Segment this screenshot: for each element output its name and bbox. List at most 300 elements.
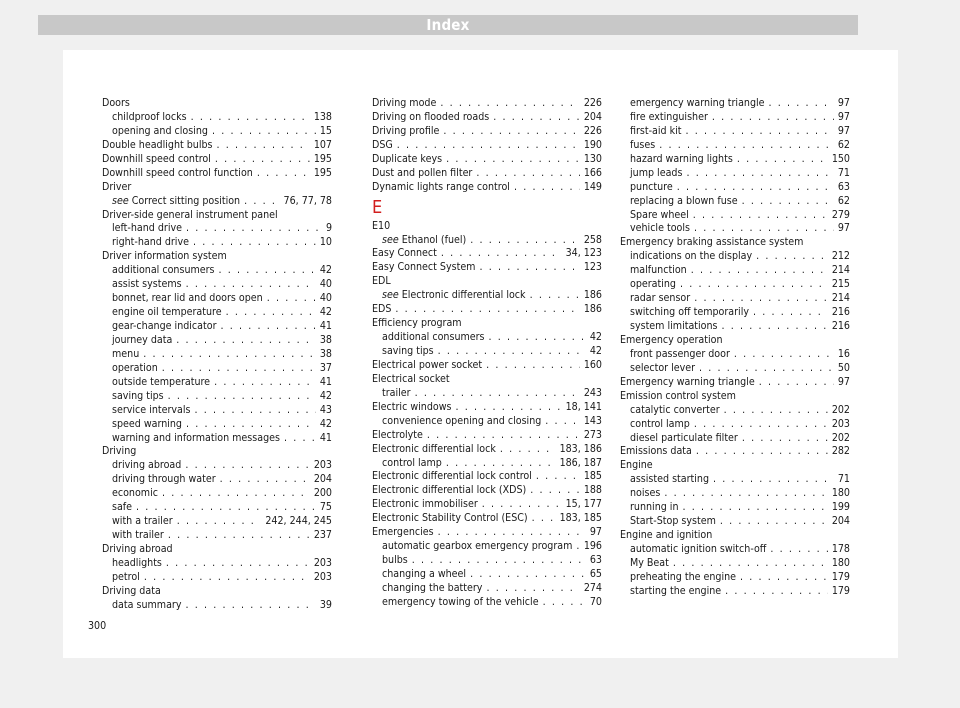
dot-leader: [395, 303, 579, 317]
entry-text: Driver information system: [102, 250, 227, 263]
dot-leader: [412, 554, 586, 568]
entry-label: [630, 292, 690, 306]
entry-text: switching off temporarily: [630, 306, 749, 319]
dot-leader: [543, 596, 586, 610]
dot-leader: [486, 582, 579, 596]
dot-leader: [284, 432, 316, 446]
dot-leader: [446, 153, 580, 167]
index-subentry: [620, 557, 850, 571]
entry-text: Start-Stop system: [630, 515, 716, 528]
page-reference: 185: [583, 470, 602, 483]
entry-label: [102, 585, 161, 599]
entry-label: [102, 445, 136, 459]
page-reference: 149: [583, 180, 602, 193]
entry-text: catalytic converter: [630, 403, 720, 416]
entry-label: [630, 487, 660, 501]
index-entry: [372, 429, 602, 443]
index-subentry: [620, 585, 850, 599]
entry-text: assisted starting: [630, 473, 709, 486]
dot-leader: [576, 540, 579, 554]
entry-text: Emergency operation: [620, 333, 723, 346]
entry-label: [630, 320, 718, 334]
entry-label: [630, 473, 709, 487]
page-reference: 63: [837, 180, 850, 193]
entry-text: convenience opening and closing: [382, 414, 542, 427]
entry-label: [382, 568, 466, 582]
index-subentry: [620, 111, 850, 125]
entry-text: Driving abroad: [102, 543, 173, 555]
dot-leader: [677, 181, 834, 195]
index-subentry: [372, 554, 602, 568]
entry-label: [112, 376, 210, 390]
entry-label: [372, 373, 450, 387]
entry-text: Driving data: [102, 584, 161, 597]
entry-label: [372, 97, 436, 111]
dot-leader: [446, 457, 556, 471]
page-reference: 204: [831, 515, 850, 528]
entry-label: [630, 278, 676, 292]
entry-label: [372, 139, 393, 153]
dot-leader: [532, 512, 556, 526]
entry-text: Easy Connect: [372, 247, 437, 260]
index-column-2: [372, 97, 602, 610]
index-subentry: [620, 250, 850, 264]
entry-label: [372, 470, 532, 484]
entry-text: system limitations: [630, 320, 718, 332]
entry-text: replacing a blown fuse: [630, 194, 738, 207]
entry-text: Ethanol (fuel): [398, 233, 467, 246]
index-entry: [372, 125, 602, 139]
index-entry: [102, 97, 332, 111]
index-subentry: [620, 167, 850, 181]
entry-text: Dynamic lights range control: [372, 180, 510, 193]
dot-leader: [742, 195, 834, 209]
dot-leader: [493, 111, 580, 125]
page-reference: 62: [837, 138, 850, 151]
page-reference: 203: [313, 570, 332, 583]
page-reference: 214: [831, 264, 850, 277]
entry-label: [382, 554, 408, 568]
entry-text: driving abroad: [112, 459, 182, 472]
entry-label: [382, 289, 526, 303]
entry-label: [112, 515, 173, 529]
page-reference: 243: [583, 386, 602, 399]
entry-label: [112, 418, 182, 432]
page-reference: 242, 244, 245: [265, 515, 332, 528]
dot-leader: [214, 376, 316, 390]
entry-label: [630, 250, 752, 264]
page-reference: 38: [319, 347, 332, 360]
entry-text: saving tips: [382, 345, 434, 357]
entry-text: fire extinguisher: [630, 110, 708, 123]
dot-leader: [476, 167, 579, 181]
page-reference: 282: [831, 445, 850, 458]
dot-leader: [694, 222, 834, 236]
entry-label: [630, 97, 765, 111]
entry-text: Engine: [620, 459, 653, 472]
page-reference: 15: [319, 124, 332, 137]
entry-label: [382, 387, 411, 401]
entry-label: [112, 432, 280, 446]
entry-text: automatic gearbox emergency program: [382, 540, 573, 553]
entry-text: childproof locks: [112, 110, 187, 123]
entry-text: engine oil temperature: [112, 306, 222, 319]
entry-label: [382, 415, 541, 429]
entry-label: [630, 362, 695, 376]
page-reference: 215: [831, 278, 850, 291]
dot-leader: [686, 167, 833, 181]
index-subentry: [102, 418, 332, 432]
dot-leader: [680, 278, 828, 292]
page-reference: 42: [319, 264, 332, 277]
dot-leader: [415, 387, 580, 401]
entry-text: Engine and ignition: [620, 529, 713, 542]
entry-label: [630, 306, 749, 320]
see-reference: see: [112, 194, 129, 207]
entry-text: bulbs: [382, 554, 408, 567]
page-reference: 203: [831, 417, 850, 430]
dot-leader: [438, 345, 586, 359]
entry-label: [630, 543, 766, 557]
index-subentry: [372, 582, 602, 596]
index-subentry: [372, 331, 602, 345]
index-subentry: [620, 125, 850, 139]
entry-label: [630, 264, 687, 278]
page-reference: 97: [837, 97, 850, 109]
dot-leader: [176, 334, 316, 348]
entry-label: [112, 264, 215, 278]
index-subentry: [102, 557, 332, 571]
dot-leader: [212, 125, 316, 139]
index-entry: [372, 111, 602, 125]
dot-leader: [443, 125, 579, 139]
entry-text: jump leads: [630, 166, 683, 179]
dot-leader: [759, 376, 834, 390]
entry-label: [112, 111, 187, 125]
page-reference: 97: [837, 375, 850, 388]
entry-text: emergency warning triangle: [630, 97, 765, 109]
entry-label: [372, 261, 475, 275]
page-reference: 214: [831, 292, 850, 305]
index-entry: [620, 236, 850, 250]
index-entry: [102, 585, 332, 599]
dot-leader: [193, 236, 316, 250]
dot-leader: [756, 250, 828, 264]
index-subentry: [102, 459, 332, 473]
entry-label: [630, 348, 730, 362]
page-reference: 183, 185: [559, 512, 602, 525]
page-reference: 50: [837, 361, 850, 374]
entry-text: with trailer: [112, 529, 164, 542]
entry-text: Driving mode: [372, 97, 437, 109]
page-reference: 16: [837, 347, 850, 360]
dot-leader: [769, 97, 834, 111]
page-reference: 274: [583, 581, 602, 594]
dot-leader: [440, 97, 579, 111]
entry-text: selector lever: [630, 361, 696, 374]
entry-text: Efficiency program: [372, 317, 462, 330]
entry-label: [102, 181, 131, 195]
index-subentry: [102, 278, 332, 292]
page-reference: 204: [313, 473, 332, 486]
entry-text: saving tips: [112, 389, 164, 402]
page-reference: 179: [831, 570, 850, 583]
dot-leader: [177, 515, 262, 529]
entry-text: warning and information messages: [112, 431, 280, 444]
entry-text: automatic ignition switch-off: [630, 543, 767, 555]
entry-label: [102, 139, 213, 153]
dot-leader: [724, 404, 828, 418]
dot-leader: [691, 264, 828, 278]
index-subentry: [620, 404, 850, 418]
entry-label: [620, 236, 803, 250]
entry-text: indications on the display: [630, 250, 753, 263]
dot-leader: [673, 557, 828, 571]
entry-label: [630, 404, 720, 418]
entry-label: [112, 292, 263, 306]
entry-text: Electrolyte: [372, 428, 423, 441]
index-subentry: [620, 348, 850, 362]
entry-label: [630, 432, 738, 446]
page-reference: 42: [589, 331, 602, 344]
entry-label: [372, 303, 391, 317]
page-reference: 212: [831, 250, 850, 263]
dot-leader: [699, 362, 834, 376]
page-reference: 183, 186: [559, 442, 602, 455]
entry-text: assist systems: [112, 278, 182, 291]
index-subentry: [102, 111, 332, 125]
page-reference: 130: [583, 152, 602, 165]
page-reference: 41: [319, 431, 332, 444]
dot-leader: [722, 320, 828, 334]
entry-label: [112, 599, 181, 613]
index-entry: [620, 376, 850, 390]
entry-text: speed warning: [112, 417, 182, 430]
index-entry: [372, 373, 602, 387]
entry-label: [102, 153, 211, 167]
index-subentry: [620, 97, 850, 111]
entry-label: [372, 181, 510, 195]
index-subentry: [620, 501, 850, 515]
page-reference: 41: [319, 320, 332, 332]
page-reference: 195: [313, 152, 332, 165]
entry-label: [372, 111, 489, 125]
entry-label: [112, 125, 208, 139]
index-subentry: [102, 390, 332, 404]
dot-leader: [427, 429, 580, 443]
index-entry: [620, 459, 850, 473]
entry-text: noises: [630, 487, 661, 500]
entry-label: [372, 317, 462, 331]
entry-text: Emergency warning triangle: [620, 375, 755, 388]
index-subentry: [620, 209, 850, 223]
dot-leader: [712, 111, 834, 125]
page-reference: 195: [313, 166, 332, 179]
entry-text: trailer: [382, 386, 411, 399]
entry-label: [382, 457, 442, 471]
dot-leader: [536, 470, 580, 484]
dot-leader: [186, 278, 316, 292]
dot-leader: [186, 418, 316, 432]
index-subentry: [102, 222, 332, 236]
entry-text: Driving on flooded roads: [372, 110, 490, 123]
dot-leader: [734, 348, 834, 362]
page-reference: 178: [831, 543, 850, 555]
index-subentry: [102, 515, 332, 529]
entry-text: Driver: [102, 180, 132, 193]
index-subentry: [372, 387, 602, 401]
page-reference: 42: [319, 306, 332, 319]
page-reference: 97: [837, 124, 850, 137]
dot-leader: [694, 418, 828, 432]
entry-text: Electrical power socket: [372, 358, 483, 371]
index-subentry: [102, 292, 332, 306]
entry-label: [630, 222, 690, 236]
entry-text: Electric windows: [372, 400, 452, 413]
entry-label: [372, 429, 423, 443]
index-entry: [102, 167, 332, 181]
entry-text: control lamp: [382, 456, 442, 469]
index-subentry: [102, 334, 332, 348]
index-subentry: [372, 415, 602, 429]
entry-label: [630, 209, 689, 223]
index-entry: [102, 181, 332, 195]
dot-leader: [770, 543, 827, 557]
entry-text: journey data: [112, 333, 173, 346]
entry-text: operation: [112, 361, 158, 374]
dot-leader: [220, 473, 310, 487]
dot-leader: [693, 209, 828, 223]
entry-text: Easy Connect System: [372, 261, 476, 274]
dot-leader: [441, 247, 562, 261]
page-reference: 226: [583, 124, 602, 137]
entry-text: driving through water: [112, 473, 216, 486]
entry-label: [630, 557, 669, 571]
entry-text: Emergency braking assistance system: [620, 236, 804, 249]
page-reference: 43: [319, 403, 332, 416]
entry-label: [620, 376, 755, 390]
page-reference: 39: [319, 598, 332, 611]
entry-label: [112, 222, 182, 236]
entry-label: [382, 234, 466, 248]
dot-leader: [694, 292, 828, 306]
index-subentry: [102, 376, 332, 390]
page-reference: 200: [313, 487, 332, 500]
dot-leader: [489, 331, 586, 345]
entry-label: [112, 501, 132, 515]
entry-text: changing a wheel: [382, 568, 467, 580]
entry-text: front passenger door: [630, 347, 730, 360]
page-reference: 180: [831, 487, 850, 500]
index-subentry: [620, 473, 850, 487]
dot-leader: [713, 473, 834, 487]
entry-text: additional consumers: [112, 264, 215, 277]
entry-label: [102, 209, 278, 223]
page-reference: 237: [313, 529, 332, 542]
entry-label: [112, 557, 162, 571]
entry-label: [382, 331, 485, 345]
entry-label: [112, 362, 158, 376]
page-reference: 216: [831, 306, 850, 319]
entry-text: Electronic differential lock (XDS): [372, 484, 527, 497]
page-reference: 71: [837, 166, 850, 179]
entry-text: malfunction: [630, 264, 687, 277]
index-subentry: [372, 345, 602, 359]
page-reference: 62: [837, 194, 850, 207]
page-reference: 186: [583, 289, 602, 302]
page-reference: 204: [583, 110, 602, 123]
dot-leader: [244, 195, 279, 209]
index-subentry: [102, 404, 332, 418]
entry-text: Duplicate keys: [372, 152, 443, 165]
entry-label: [112, 236, 189, 250]
index-entry: [102, 543, 332, 557]
entry-label: [112, 320, 217, 334]
dot-leader: [221, 320, 316, 334]
entry-label: [372, 167, 472, 181]
entry-label: [112, 459, 181, 473]
entry-text: Emissions data: [620, 445, 692, 458]
entry-label: [630, 585, 721, 599]
dot-leader: [185, 599, 315, 613]
page-reference: 143: [583, 414, 602, 427]
page-reference: 18, 141: [565, 400, 602, 413]
index-entry: [102, 153, 332, 167]
entry-text: operating: [630, 278, 676, 291]
dot-leader: [664, 487, 827, 501]
entry-label: [112, 334, 172, 348]
index-entry: [372, 359, 602, 373]
dot-leader: [136, 501, 316, 515]
index-subentry: [102, 432, 332, 446]
entry-text: gear-change indicator: [112, 320, 217, 332]
entry-text: right-hand drive: [112, 236, 189, 249]
page-reference: 42: [319, 389, 332, 402]
entry-text: Spare wheel: [630, 208, 689, 221]
index-subentry: [102, 236, 332, 250]
page-reference: 38: [319, 333, 332, 346]
entry-text: Double headlight bulbs: [102, 138, 213, 151]
entry-text: Electronic differential lock: [372, 442, 496, 455]
page-reference: 65: [589, 568, 602, 580]
entry-text: vehicle tools: [630, 222, 690, 235]
index-subentry: [372, 289, 602, 303]
dot-leader: [725, 585, 828, 599]
dot-leader: [753, 306, 828, 320]
index-subentry: [620, 153, 850, 167]
entry-text: control lamp: [630, 417, 690, 430]
entry-label: [620, 459, 653, 473]
dot-leader: [479, 261, 579, 275]
entry-text: safe: [112, 501, 133, 514]
dot-leader: [166, 557, 310, 571]
entry-text: puncture: [630, 180, 673, 193]
index-subentry: [102, 195, 332, 209]
index-entry: [372, 167, 602, 181]
dot-leader: [686, 125, 834, 139]
page-reference: 186, 187: [559, 456, 602, 469]
entry-text: E10: [372, 219, 391, 232]
entry-label: [112, 348, 139, 362]
dot-leader: [162, 362, 316, 376]
entry-label: [102, 167, 253, 181]
page-reference: 42: [319, 417, 332, 430]
entry-label: [112, 571, 140, 585]
index-subentry: [620, 418, 850, 432]
index-subentry: [620, 306, 850, 320]
dot-leader: [438, 526, 586, 540]
index-entry: [372, 97, 602, 111]
